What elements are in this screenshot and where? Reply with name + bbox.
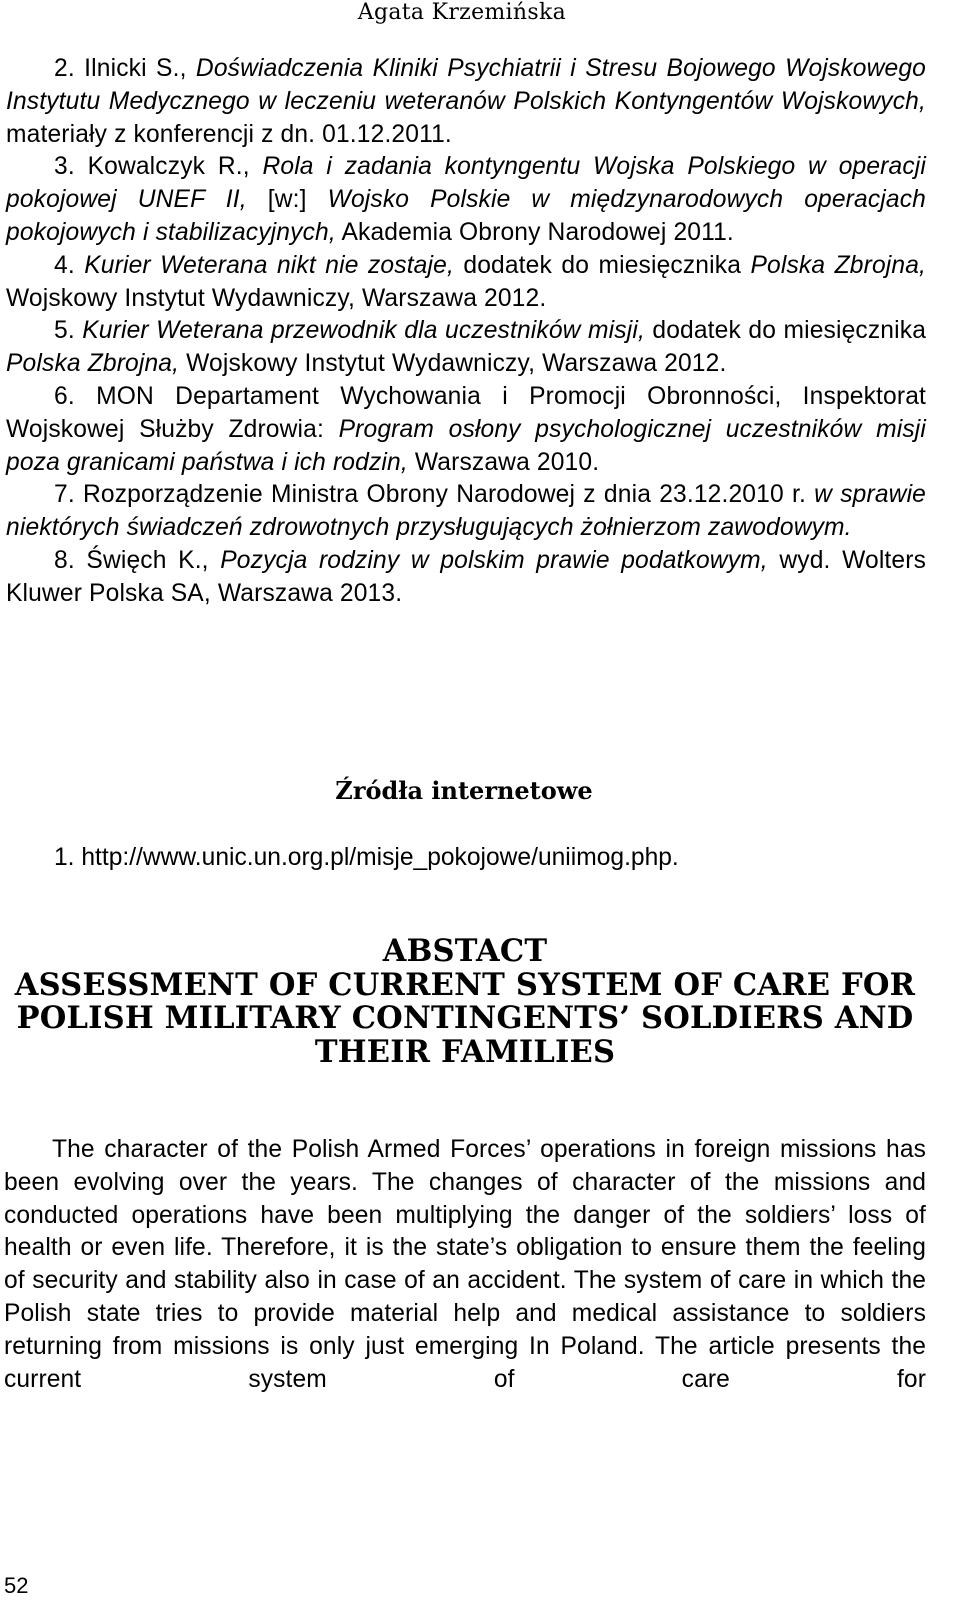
internet-source-number: 1. — [54, 844, 75, 871]
internet-sources-list — [6, 842, 926, 875]
reference-details: Warszawa 2010. — [414, 448, 600, 476]
reference-number: 2. — [54, 55, 75, 82]
abstract-heading-line: ABSTACT — [382, 933, 548, 969]
reference-number: 8. — [54, 546, 75, 574]
reference-author: Ilnicki S., — [84, 55, 187, 82]
reference-details: Wojskowy Instytut Wydawniczy, Warszawa 2012. — [6, 284, 547, 312]
abstract-heading — [0, 935, 930, 1069]
reference-author: Kowalczyk R., — [87, 153, 250, 181]
reference-item — [6, 381, 926, 479]
internet-sources-heading: Źródła internetowe — [335, 776, 593, 805]
reference-connector: [w:] — [267, 186, 307, 214]
abstract-heading-line: THEIR FAMILIES — [314, 1033, 616, 1070]
reference-connector: dodatek do miesięcznika — [652, 317, 927, 345]
reference-title: Program osłony psychologicznej uczestników misji poza granicami państwa i ich rodzin, — [6, 415, 926, 476]
reference-author: MON Departament Wychowania i Promocji Obronności, Inspektorat Wojskowej Służby Zdrowia: — [6, 382, 927, 443]
reference-connector: dodatek do miesięcznika — [463, 251, 742, 279]
abstract-heading-line: POLISH MILITARY CONTINGENTS’ SOLDIERS AND — [16, 1000, 914, 1036]
reference-details: Akademia Obrony Narodowej 2011. — [341, 218, 734, 246]
reference-details: materiały z konferencji z dn. 01.12.2011. — [6, 120, 452, 148]
reference-item — [6, 250, 926, 316]
reference-number: 5. — [54, 317, 75, 345]
reference-container-title: Polska Zbrojna, — [6, 350, 180, 378]
reference-author: Rozporządzenie Ministra Obrony Narodowej z dnia 23.12.2010 r. — [83, 481, 806, 509]
reference-number: 6. — [54, 382, 75, 410]
internet-source-url: http://www.unic.un.org.pl/misje_pokojowe/uniimog.php. — [81, 844, 679, 871]
reference-title: w sprawie niektórych świadczeń zdrowotnych przysługujących żołnierzom zawodowym. — [6, 481, 927, 542]
reference-title: Kurier Weterana przewodnik dla uczestników misji, — [82, 317, 645, 345]
abstract-body: The character of the Polish Armed Forces’ operations in foreign missions has been evolving over the years. The changes of character of the missions and conducted operations have been multiplying the danger of the soldiers’ loss of health or even life. Therefore, it is the state’s obligation to ensure them the feeling of security and stability also in case of an accident. The system of care in which the Polish state tries to provide material help and medical assistance to soldiers returning from missions is only just emerging In Poland. The article presents the current system of care for — [4, 1136, 926, 1393]
reference-item — [6, 545, 926, 611]
reference-container-title: Polska Zbrojna, — [750, 251, 927, 279]
reference-details: wyd. Wolters Kluwer Polska SA, Warszawa 2013. — [6, 546, 927, 607]
reference-container-title: Wojsko Polskie w międzynarodowych operacjach pokojowych i stabilizacyjnych, — [6, 186, 927, 246]
reference-author: Święch K., — [86, 546, 209, 574]
reference-title: Kurier Weterana nikt nie zostaje, — [84, 251, 454, 279]
reference-number: 4. — [54, 251, 75, 279]
reference-title: Pozycja rodziny w polskim prawie podatkowym, — [220, 546, 768, 574]
reference-item — [6, 315, 926, 381]
internet-source-item — [6, 842, 926, 875]
page-number: 52 — [4, 1573, 29, 1598]
abstract-heading-line: ASSESSMENT OF CURRENT SYSTEM OF CARE FOR — [14, 966, 916, 1003]
reference-title: Doświadczenia Kliniki Psychiatrii i Stresu Bojowego Wojskowego Instytutu Medycznego w leczeniu weteranów Polskich Kontyngentów Wojskowych, — [6, 55, 926, 115]
reference-item — [6, 53, 926, 151]
reference-item — [6, 479, 926, 545]
reference-item — [6, 151, 926, 249]
reference-details: Wojskowy Instytut Wydawniczy, Warszawa 2012. — [186, 350, 727, 378]
running-head: Agata Krzemińska — [357, 0, 566, 25]
reference-number: 7. — [54, 481, 75, 509]
reference-number: 3. — [54, 153, 75, 181]
reference-title: Rola i zadania kontyngentu Wojska Polskiego w operacji pokojowej UNEF II, — [6, 153, 927, 214]
reference-list — [6, 53, 926, 611]
